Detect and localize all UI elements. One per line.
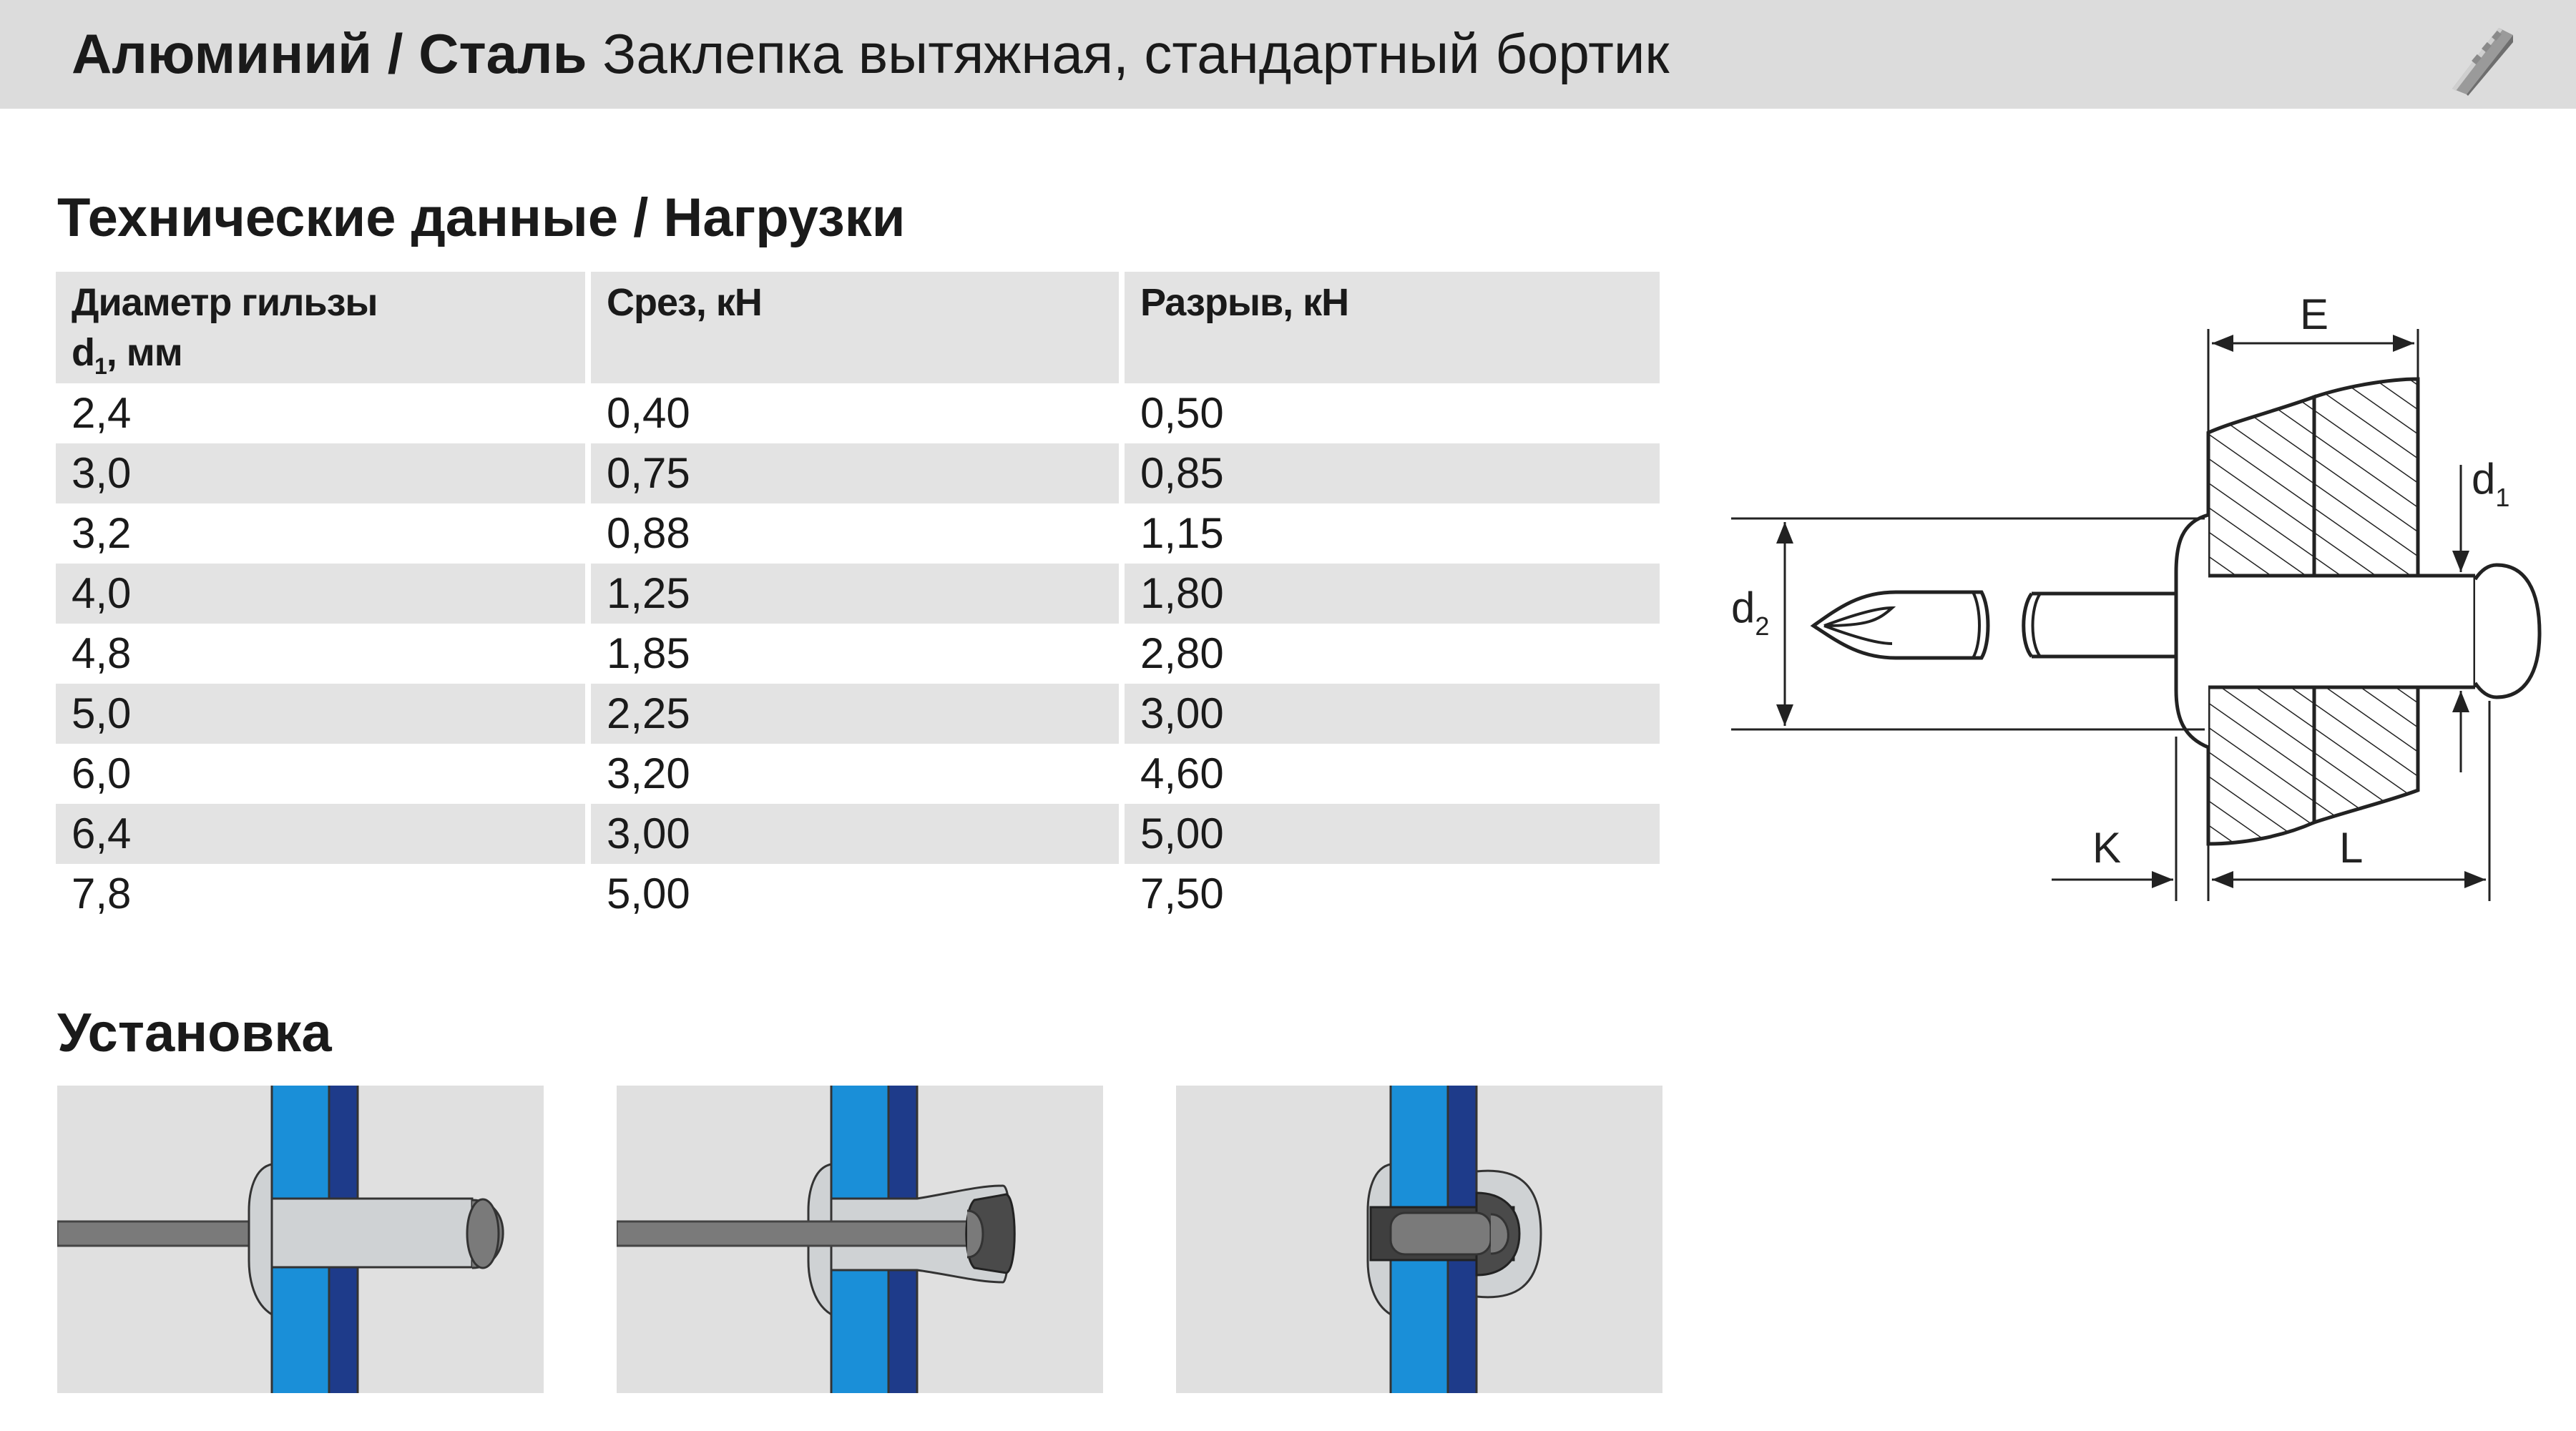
cell-tensile: 5,00: [1140, 810, 1224, 857]
installation-title: Установка: [57, 1003, 332, 1063]
cell-shear: 2,25: [607, 689, 690, 737]
cell-diameter: 4,8: [72, 629, 132, 677]
column-header-shear: Срез, кН: [607, 281, 762, 324]
dimension-label-l: L: [2339, 824, 2364, 872]
header-cell-tensile: [1125, 272, 1660, 383]
install-step-set: [1176, 1086, 1662, 1393]
install-step-pull: [617, 1086, 1103, 1393]
column-header-diameter: Диаметр гильзы: [72, 281, 378, 324]
rivet-flange: [2176, 515, 2208, 747]
tech-data-title: Технические данные / Нагрузки: [57, 187, 906, 248]
header-title-product: Заклепка вытяжная, стандартный бортик: [602, 22, 1670, 85]
table-row: [56, 744, 1660, 804]
cell-tensile: 2,80: [1140, 629, 1224, 677]
cell-diameter: 7,8: [72, 870, 132, 918]
cell-shear: 1,85: [607, 629, 690, 677]
cell-tensile: 4,60: [1140, 749, 1224, 797]
header-title: [72, 21, 1670, 86]
dimension-label-e: E: [2299, 290, 2329, 338]
cell-tensile: 3,00: [1140, 689, 1224, 737]
header-title-material: Алюминий / Сталь: [72, 22, 587, 85]
cell-diameter: 5,0: [72, 689, 132, 737]
cell-diameter: 4,0: [72, 569, 132, 617]
cell-tensile: 1,15: [1140, 509, 1224, 557]
cell-tensile: 0,50: [1140, 389, 1224, 437]
table-row: [56, 864, 1660, 924]
table-row: [56, 503, 1660, 564]
cell-shear: 0,88: [607, 509, 690, 557]
rivet-dimension-drawing: [1731, 272, 2575, 915]
mandrel-head: [2475, 565, 2540, 697]
cell-shear: 0,40: [607, 389, 690, 437]
table-row: [56, 564, 1660, 624]
header-bar: [0, 0, 2576, 109]
cell-shear: 3,00: [607, 810, 690, 857]
cell-shear: 5,00: [607, 870, 690, 918]
table-row: [56, 443, 1660, 503]
cell-shear: 3,20: [607, 749, 690, 797]
rivet-strip-icon: [2445, 17, 2517, 96]
header-cell-shear: [591, 272, 1119, 383]
cell-diameter: 6,4: [72, 810, 132, 857]
table-row: [56, 624, 1660, 684]
cell-tensile: 7,50: [1140, 870, 1224, 918]
cell-diameter: 3,0: [72, 449, 132, 497]
dimension-label-d2: $d_2$: [1731, 584, 1770, 641]
cell-shear: 0,75: [607, 449, 690, 497]
install-step-insert: [57, 1086, 544, 1393]
header-cell-diameter: [56, 272, 585, 383]
column-header-diameter-unit: $d_1$, мм: [72, 331, 182, 379]
cell-diameter: 3,2: [72, 509, 132, 557]
table-row: [56, 383, 1660, 443]
cell-tensile: 0,85: [1140, 449, 1224, 497]
dimension-label-d1: $d_1$: [2472, 455, 2510, 512]
cell-shear: 1,25: [607, 569, 690, 617]
cell-tensile: 1,80: [1140, 569, 1224, 617]
table-header-row: [56, 272, 1660, 383]
load-table: [56, 272, 1660, 924]
column-header-tensile: Разрыв, кН: [1140, 281, 1349, 324]
table-row: [56, 804, 1660, 864]
cell-diameter: 2,4: [72, 389, 132, 437]
cell-diameter: 6,0: [72, 749, 132, 797]
table-row: [56, 684, 1660, 744]
dimension-label-k: K: [2092, 824, 2122, 872]
